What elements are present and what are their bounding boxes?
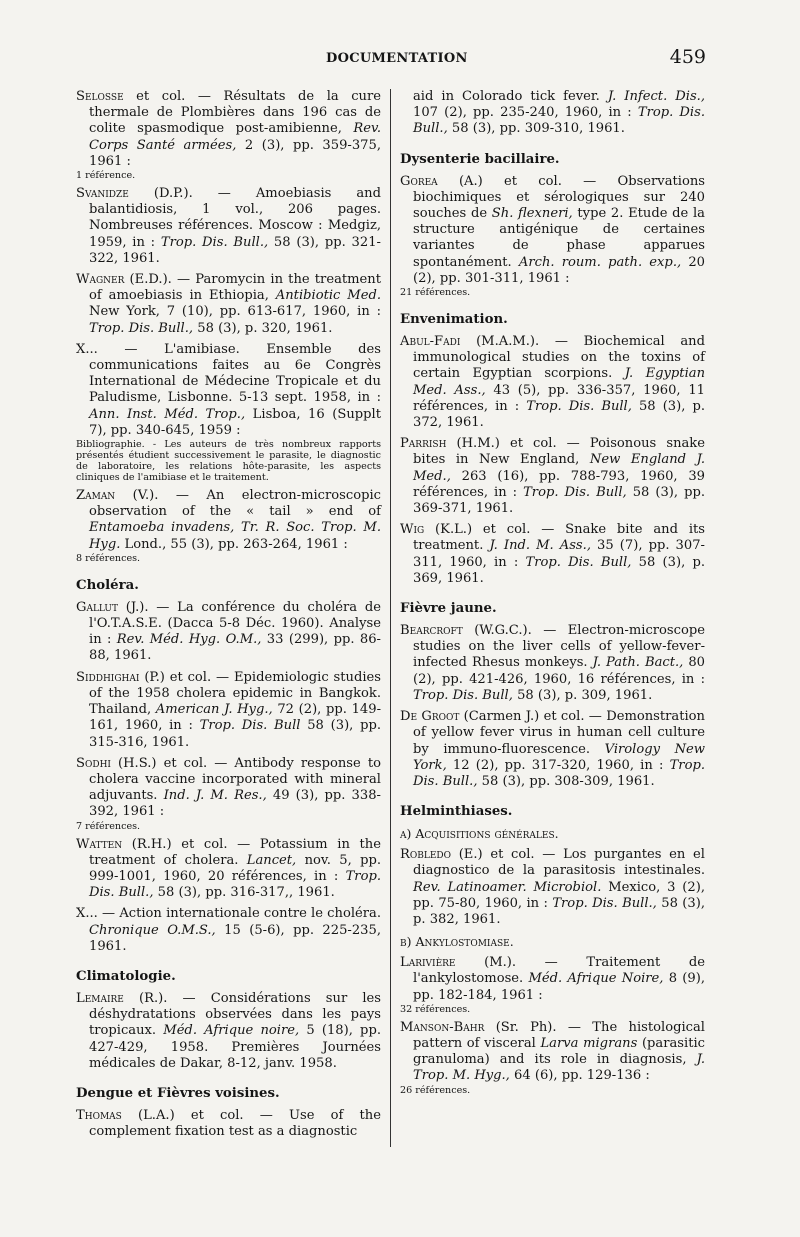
bibliography-entry: Lemaire (R.). — Considérations sur les déshydratations observées dans les pays tropicaux. Méd. Afrique noire, 5 (18), pp. 427-429, 1958. Premières Journées médicales de Dakar, 8-12, janv. 1958. bbox=[76, 990, 381, 1071]
entry-note: 7 références. bbox=[76, 820, 141, 832]
subsection-heading: b) Ankylostomiase. bbox=[400, 934, 514, 950]
bibliography-entry: Zaman (V.). — An electron-microscopic observation of the « tail » end of Entamoeba invadens, Tr. R. Soc. Trop. M. Hyg. Lond., 55 (3), pp. 263-264, 1961 : 8 références. bbox=[76, 488, 381, 564]
bibliography-entry: Manson-Bahr (Sr. Ph). — The histological pattern of visceral Larva migrans (parasitic granuloma) and its role in diagnosis, J. Trop. M. Hyg., 64 (6), pp. 129-136 : 26 références. bbox=[400, 1019, 705, 1096]
entry-note: 32 références. bbox=[400, 1003, 471, 1015]
bibliography-entry: Sodhi (H.S.) et col. — Antibody response to cholera vaccine incorporated with mineral adjuvants. Ind. J. M. Res., 49 (3), pp. 338-392, 1961 : 7 références. bbox=[76, 755, 381, 832]
bibliography-entry: Gallut (J.). — La conférence du choléra de l'O.T.A.S.E. (Dacca 5-8 Déc. 1960). Analyse in : Rev. Méd. Hyg. O.M., 33 (299), pp. 86-88, 1961. bbox=[76, 599, 381, 664]
bibliography-entry-continued: aid in Colorado tick fever. J. Infect. Dis., 107 (2), pp. 235-240, 1960, in : Trop. Dis. Bull., 58 (3), pp. 309-310, 1961. bbox=[413, 89, 705, 137]
left-column bbox=[76, 89, 381, 1145]
column-divider bbox=[390, 89, 391, 1147]
section-heading: Helminthiases. bbox=[400, 804, 513, 820]
bibliography-entry: Svanidze (D.P.). — Amoebiasis and balantidiosis, 1 vol., 206 pages. Nombreuses références. Moscow : Medgiz, 1959, in : Trop. Dis. Bull., 58 (3), pp. 321-322, 1961. bbox=[76, 186, 381, 266]
section-heading: Fièvre jaune. bbox=[400, 601, 497, 617]
bibliography-entry: Thomas (L.A.) et col. — Use of the complement fixation test as a diagnostic bbox=[76, 1107, 381, 1140]
bibliography-entry: Larivière (M.). — Traitement de l'ankylostomose. Méd. Afrique Noire, 8 (9), pp. 182-184, 1961 : 32 références. bbox=[400, 955, 706, 1015]
section-heading: Envenimation. bbox=[400, 312, 508, 328]
bibliography-entry: Robledo (E.) et col. — Los purgantes en el diagnostico de la parasitosis intestinales. Rev. Latinoamer. Microbiol. Mexico, 3 (2), pp. 75-80, 1960, in : Trop. Dis. Bull., 58 (3), p. 382, 1961. bbox=[400, 847, 706, 927]
entry-note: 8 références. bbox=[76, 552, 141, 564]
entry-note: 1 référence. bbox=[76, 170, 136, 182]
bibliography-entry: Wig (K.L.) et col. — Snake bite and its treatment. J. Ind. M. Ass., 35 (7), pp. 307-311, 1960, in : Trop. Dis. Bull, 58 (3), p. 369, 1961. bbox=[400, 522, 705, 586]
section-heading: Choléra. bbox=[76, 577, 139, 593]
bibliography-entry: Wagner (E.D.). — Paromycin in the treatment of amoebiasis in Ethiopia, Antibiotic Med. New York, 7 (10), pp. 613-617, 1960, in : Trop. Dis. Bull., 58 (3), p. 320, 1961. bbox=[76, 272, 382, 336]
section-heading: Climatologie. bbox=[76, 968, 176, 984]
entry-note: 21 références. bbox=[400, 287, 471, 299]
page-number: 459 bbox=[669, 46, 706, 68]
bibliography-entry: X... — L'amibiase. Ensemble des communications faites au 6e Congrès International de Médecine Tropicale et du Paludisme, Lisbonne. 5-13 sept. 1958, in : Ann. Inst. Méd. Trop., Lisboa, 16 (Supplt 7), pp. 340-645, 1959 : Bibliographie. - Les auteurs de très nombreux rapports présentés étudient successivement le parasite, le diagnostic de laboratoire, les relations hôte-parasite, les aspects cliniques de l'amibiase et le traitement. bbox=[76, 341, 381, 484]
bibliography-entry: Watten (R.H.) et col. — Potassium in the treatment of cholera. Lancet, nov. 5, pp. 999-1001, 1960, 20 références, in : Trop. Dis. Bull., 58 (3), pp. 316-317,, 1961. bbox=[76, 836, 381, 901]
bibliography-entry: X... — Action internationale contre le choléra. Chronique O.M.S., 15 (5-6), pp. 225-235, 1961. bbox=[76, 906, 381, 954]
subsection-heading: a) Acquisitions générales. bbox=[400, 826, 559, 842]
bibliography-entry: Gorea (A.) et col. — Observations biochimiques et sérologiques sur 240 souches de Sh. flexneri, type 2. Etude de la structure antigénique de certaines variantes de phase apparues spontanément. Arch. roum. path. exp., 20 (2), pp. 301-311, 1961 : 21 références. bbox=[400, 173, 706, 299]
bibliography-entry: Selosse et col. — Résultats de la cure thermale de Plombières dans 196 cas de colite spasmodique post-amibienne, Rev. Corps Santé armées, 2 (3), pp. 359-375, 1961 : 1 référence. bbox=[76, 89, 382, 182]
bibliography-entry: Bearcroft (W.G.C.). — Electron-microscope studies on the liver cells of yellow-fever-infected Rhesus monkeys. J. Path. Bact., 80 (2), pp. 421-426, 1960, 16 références, in : Trop. Dis. Bull, 58 (3), p. 309, 1961. bbox=[400, 623, 705, 703]
bibliography-entry: Abul-Fadi (M.A.M.). — Biochemical and immunological studies on the toxins of certain Egyptian scorpions. J. Egyptian Med. Ass., 43 (5), pp. 336-357, 1960, 11 références, in : Trop. Dis. Bull, 58 (3), p. 372, 1961. bbox=[400, 334, 706, 431]
section-heading: Dengue et Fièvres voisines. bbox=[76, 1085, 280, 1101]
section-heading: Dysenterie bacillaire. bbox=[400, 151, 560, 167]
bibliography-entry: Siddhighai (P.) et col. — Epidemiologic studies of the 1958 cholera epidemic in Bangkok. Thailand, American J. Hyg., 72 (2), pp. 149-161, 1960, in : Trop. Dis. Bull 58 (3), pp. 315-316, 1961. bbox=[76, 669, 381, 750]
page-header bbox=[76, 48, 706, 72]
right-column bbox=[400, 89, 705, 1101]
bibliography-entry: Parrish (H.M.) et col. — Poisonous snake bites in New England, New England J. Med., 263 (16), pp. 788-793, 1960, 39 références, in : Trop. Dis. Bull, 58 (3), pp. 369-371, 1961. bbox=[400, 436, 706, 517]
entry-note: Bibliographie. - Les auteurs de très nombreux rapports présentés étudient successivement le parasite, le diagnostic de laboratoire, les relations hôte-parasite, les aspects cliniques de l'amibiase et le traitement. bbox=[76, 439, 381, 484]
running-head: DOCUMENTATION bbox=[326, 51, 468, 66]
bibliography-entry: De Groot (Carmen J.) et col. — Demonstration of yellow fever virus in human cell culture by immuno-fluorescence. Virology New York, 12 (2), pp. 317-320, 1960, in : Trop. Dis. Bull., 58 (3), pp. 308-309, 1961. bbox=[400, 709, 705, 789]
entry-note: 26 références. bbox=[400, 1084, 471, 1096]
